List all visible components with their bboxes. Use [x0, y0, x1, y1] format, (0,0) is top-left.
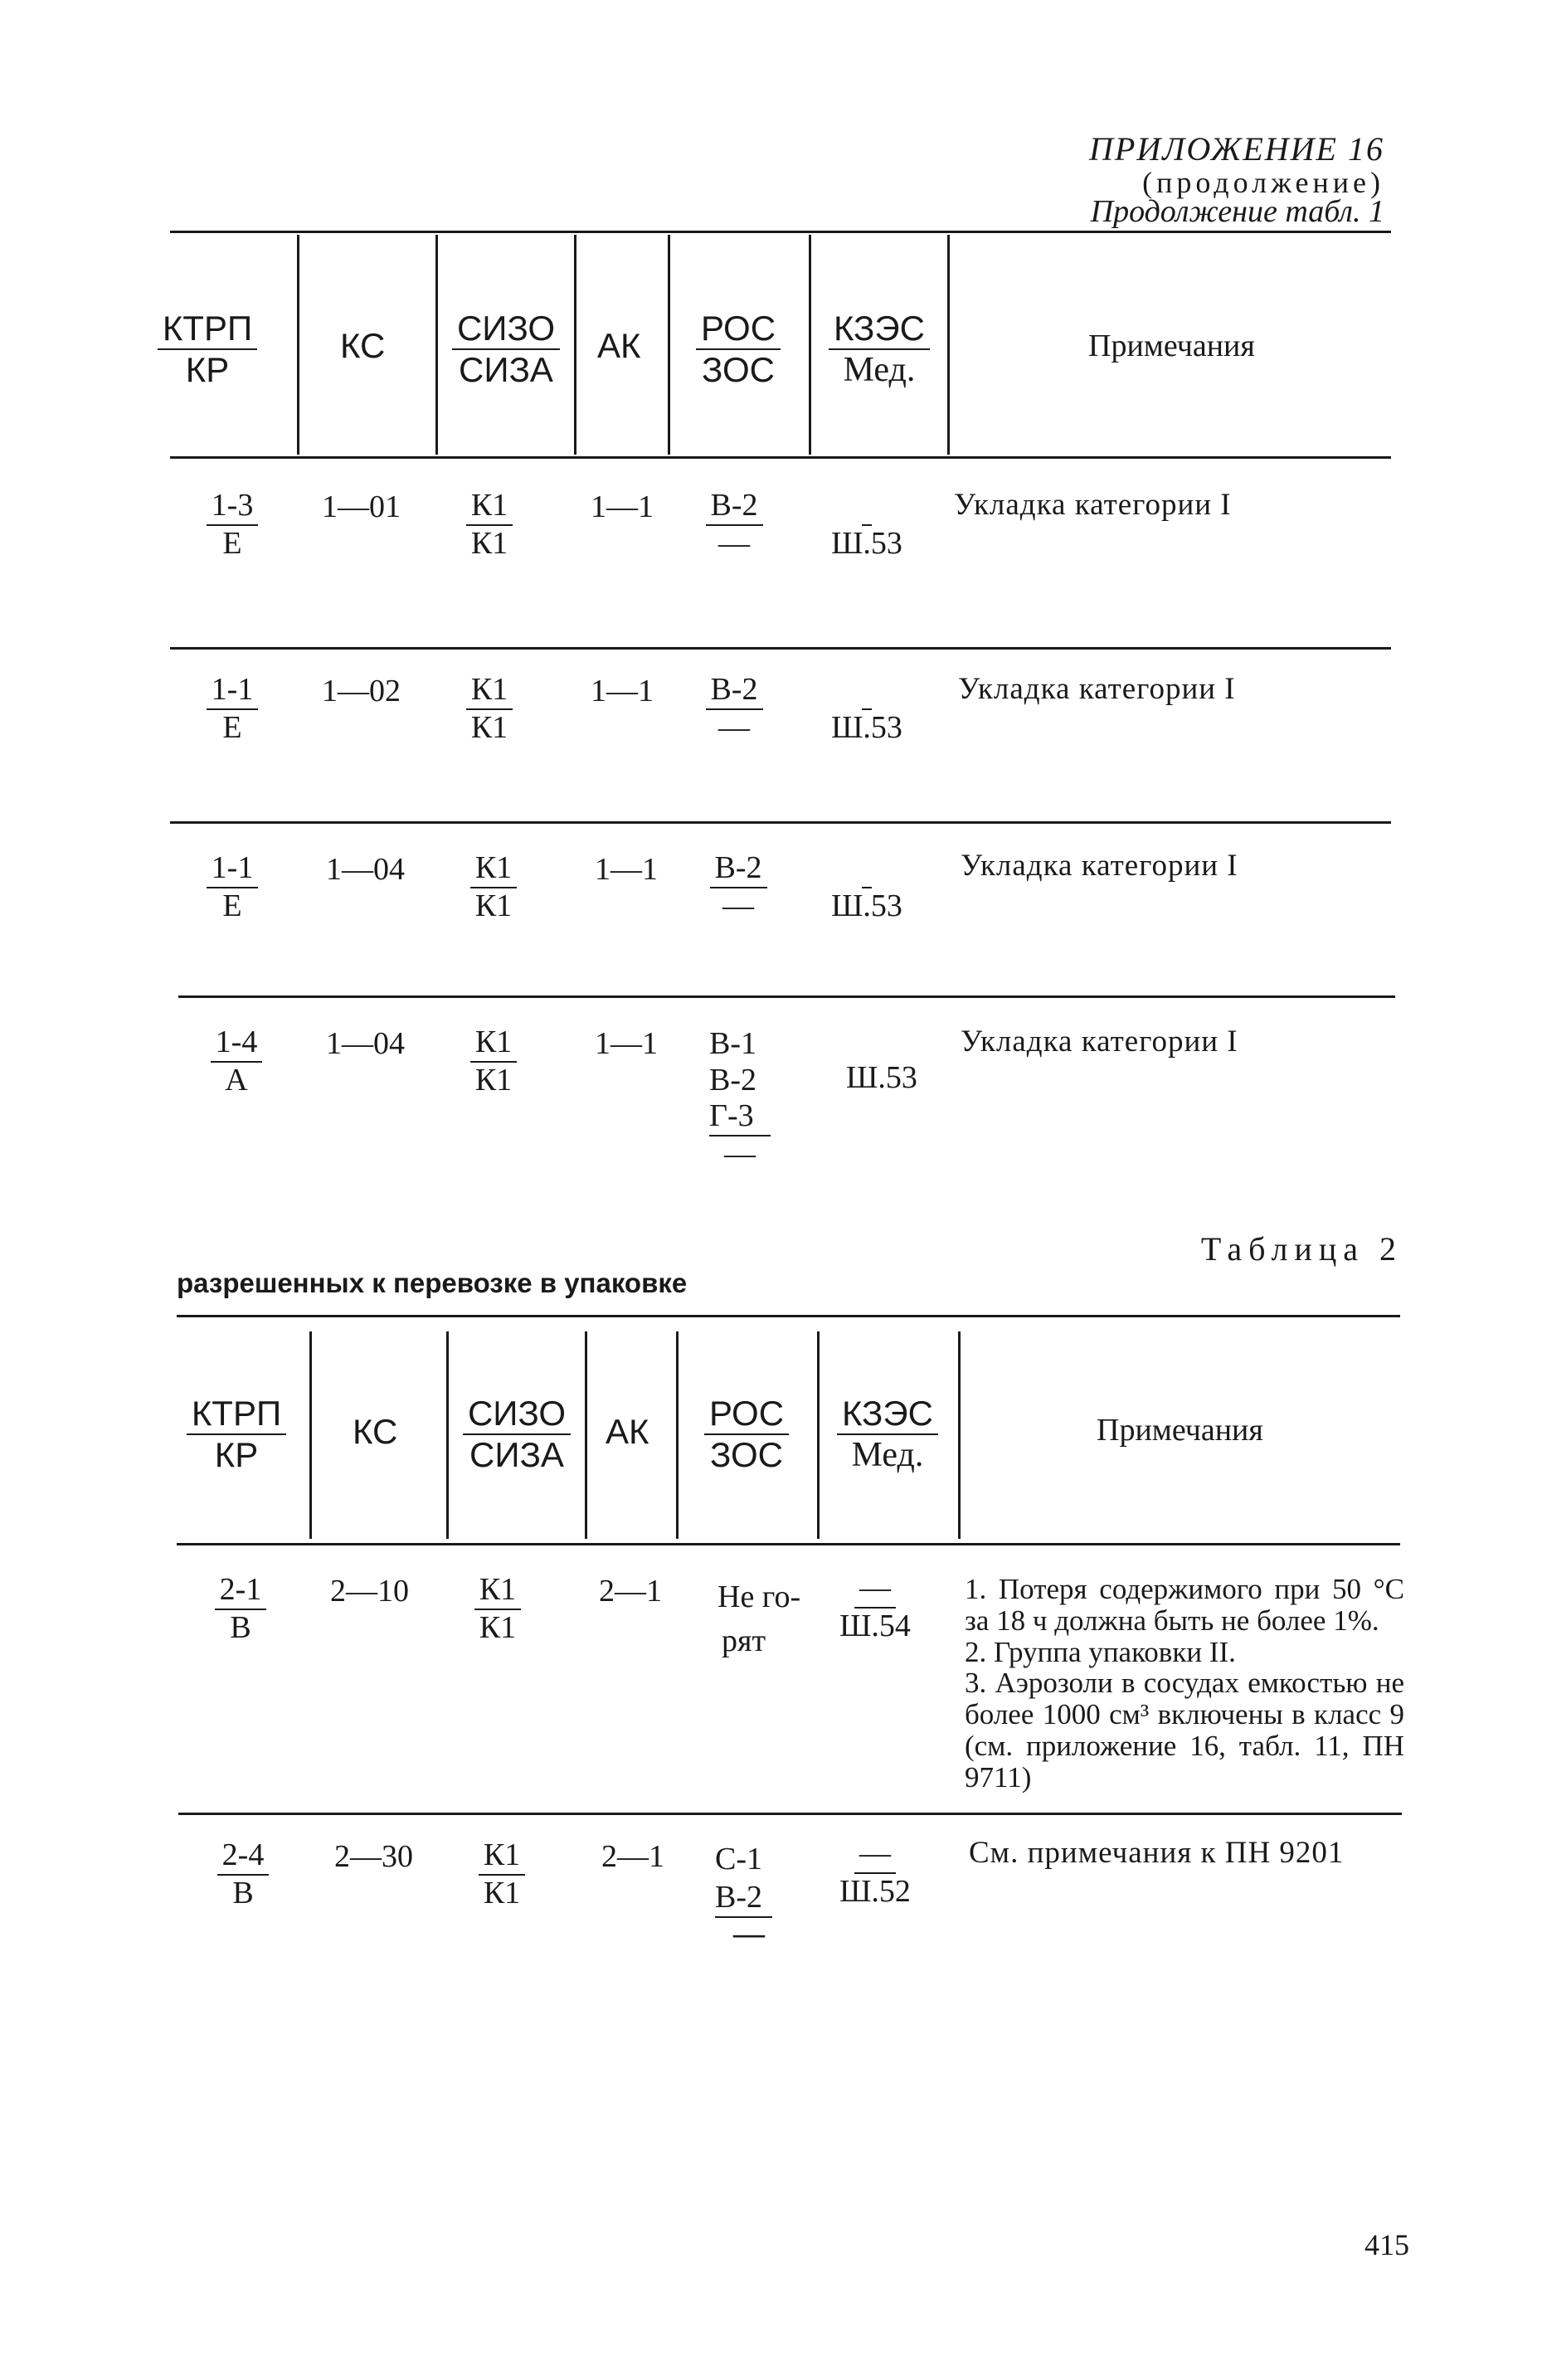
siza-value: К1 — [479, 1609, 517, 1645]
ros-value: В-2 — [715, 1879, 772, 1919]
kzes-value: Ш.53 — [846, 1060, 917, 1095]
ktrp-value: 2-4 — [217, 1837, 270, 1876]
ak-value: 1—1 — [595, 1026, 658, 1061]
kzes-value — [862, 850, 872, 888]
table2-col-divider — [585, 1331, 587, 1539]
header-kzes: КЗЭС — [829, 309, 930, 350]
note-item: 1. Потеря содержимого при 50 °С за 18 ч должна быть не более 1%. — [965, 1573, 1404, 1637]
sizo-value: К1 — [466, 488, 513, 526]
table1-row2-kzes-med — [825, 672, 908, 747]
table1-col-divider — [574, 235, 576, 455]
table2-col-divider — [817, 1331, 820, 1539]
ks-value: 2—30 — [334, 1839, 413, 1874]
sizo-value: К1 — [470, 1025, 517, 1063]
note-value: Укладка категории I — [958, 672, 1236, 706]
table1-header-kzes-med — [813, 309, 946, 391]
table2-col-divider — [309, 1331, 312, 1539]
siza-value: К1 — [474, 888, 513, 923]
table1-col-divider — [297, 235, 299, 455]
ros-value: В-2 — [710, 850, 767, 888]
table2-header-sizo-siza — [450, 1394, 583, 1476]
header-kr: КР — [214, 1435, 259, 1475]
table1-header-sizo-siza — [440, 309, 572, 391]
table1-row-rule — [170, 821, 1391, 824]
note-item: 3. Аэрозоли в сосудах емкостью не более 1000 см³ включены в класс 9 (см. приложение 16, табл. 11, ПН 9711) — [965, 1667, 1404, 1794]
table1-row4-sizo-siza — [465, 1025, 523, 1098]
table1-row3-sizo-siza — [465, 850, 523, 924]
ros-value: рят — [722, 1623, 766, 1659]
siza-value: К1 — [470, 709, 508, 745]
table2-row1-kzes-med — [829, 1570, 921, 1644]
table1-header-ktrp-kr — [162, 309, 253, 391]
kr-value: В — [232, 1875, 254, 1910]
med-value: Ш.52 — [839, 1873, 911, 1909]
zos-value: — — [733, 1916, 765, 1952]
table2-header-notes: Примечания — [1097, 1413, 1263, 1448]
table1-row4-ros-zos — [709, 1026, 800, 1173]
table2-row2-kzes-med — [829, 1836, 921, 1910]
ros-value: В-2 — [706, 488, 763, 526]
table2-row2-ktrp-kr — [214, 1837, 272, 1911]
table1-row3-ktrp-kr — [203, 850, 261, 924]
table2-header-bottom-rule — [177, 1543, 1400, 1545]
note-value: См. примечания к ПН 9201 — [969, 1836, 1345, 1870]
note-item: 2. Группа упаковки II. — [965, 1635, 1236, 1668]
table1-row1-ros-zos — [697, 488, 771, 562]
table1-row2-ros-zos — [697, 672, 771, 746]
table1-col-divider — [947, 235, 950, 455]
kzes-value: — — [854, 1570, 896, 1609]
zos-value: — — [722, 888, 754, 923]
table2-header-kzes-med — [821, 1394, 954, 1476]
med-value: Ш.54 — [839, 1608, 911, 1643]
siza-value: К1 — [474, 1062, 513, 1098]
header-ktrp: КТРП — [187, 1394, 286, 1435]
ak-value: 2—1 — [601, 1839, 664, 1874]
ks-value: 1—01 — [322, 489, 401, 524]
note-value: Укладка категории I — [961, 1025, 1238, 1059]
table1-row-rule — [170, 647, 1391, 650]
table1-row2-ktrp-kr — [203, 672, 261, 746]
table2-label: Таблица 2 — [1200, 1230, 1403, 1268]
table2-header-ak: АК — [606, 1412, 649, 1451]
kzes-value: — — [854, 1836, 896, 1874]
ros-value: В-1 — [709, 1026, 756, 1061]
ks-value: 1—04 — [326, 852, 405, 887]
sizo-value: К1 — [474, 1572, 521, 1610]
med-value: Ш.53 — [831, 888, 902, 923]
table2-row1-sizo-siza — [469, 1572, 527, 1646]
ktrp-value: 1-3 — [207, 488, 259, 526]
table2-col-divider — [958, 1331, 961, 1539]
header-kr: КР — [185, 350, 230, 390]
table1-row2-sizo-siza — [460, 672, 518, 746]
header-ktrp: КТРП — [158, 309, 257, 350]
table2-col-divider — [446, 1331, 449, 1539]
table1-header-bottom-rule — [170, 456, 1391, 459]
header-med: Мед. — [843, 351, 916, 390]
table1-header-notes: Примечания — [1088, 329, 1255, 363]
ktrp-value: 1-1 — [207, 850, 259, 888]
table1-header-ks: КС — [340, 326, 386, 365]
kr-value: А — [225, 1062, 248, 1098]
ak-value: 2—1 — [599, 1574, 662, 1609]
page-number: 415 — [1364, 2228, 1409, 2261]
zos-value: — — [718, 709, 750, 745]
table1-col-divider — [668, 235, 670, 455]
header-zos: ЗОС — [710, 1435, 783, 1475]
table2-row1-ktrp-kr — [212, 1572, 270, 1646]
table1-row3-kzes-med — [825, 850, 908, 925]
header-siza: СИЗА — [469, 1435, 564, 1475]
siza-value: К1 — [470, 525, 508, 561]
table1-col-divider — [809, 235, 811, 455]
header-zos: ЗОС — [702, 350, 775, 390]
continuation-label: (продолжение) — [1142, 166, 1384, 199]
ros-value: В-2 — [709, 1062, 756, 1098]
ktrp-value: 1-4 — [211, 1025, 263, 1063]
table1-row3-ros-zos — [701, 850, 776, 924]
table2-caption: разрешенных к перевозке в упаковке — [177, 1268, 688, 1298]
sizo-value: К1 — [466, 672, 513, 710]
ak-value: 1—1 — [591, 674, 654, 708]
ros-value: Г-3 — [709, 1098, 771, 1136]
table1-row1-sizo-siza — [460, 488, 518, 562]
table2-row-rule — [178, 1813, 1402, 1815]
ak-value: 1—1 — [591, 489, 654, 524]
ks-value: 1—04 — [326, 1026, 405, 1061]
header-ros: РОС — [704, 1394, 789, 1435]
med-value: Ш.53 — [831, 526, 902, 561]
table2-row2-ros-zos — [715, 1841, 806, 1952]
table2-top-rule — [177, 1315, 1400, 1317]
header-siza: СИЗА — [459, 350, 553, 390]
table1-col-divider — [435, 235, 438, 455]
table2-header-ros-zos — [680, 1394, 813, 1476]
appendix-title: ПРИЛОЖЕНИЕ 16 — [1089, 130, 1384, 168]
table1-header-ak: АК — [597, 326, 641, 365]
kr-value: В — [230, 1609, 251, 1645]
table1-row1-kzes-med — [825, 488, 908, 562]
table1-row-rule — [178, 995, 1395, 998]
kr-value: Е — [222, 709, 242, 745]
table2-row2-sizo-siza — [473, 1837, 531, 1911]
table2-col-divider — [676, 1331, 679, 1539]
kr-value: Е — [222, 525, 242, 561]
ks-value: 2—10 — [330, 1574, 409, 1609]
header-med: Мед. — [851, 1436, 924, 1475]
ros-value: С-1 — [715, 1842, 762, 1876]
siza-value: К1 — [483, 1875, 521, 1910]
kzes-value — [862, 672, 872, 710]
table2-header-ktrp-kr — [178, 1394, 294, 1476]
note-value: Укладка категории I — [961, 849, 1238, 883]
table2-header-ks: КС — [353, 1412, 398, 1451]
ktrp-value: 2-1 — [215, 1572, 267, 1610]
table1-row1-ktrp-kr — [203, 488, 261, 562]
ak-value: 1—1 — [595, 852, 658, 887]
sizo-value: К1 — [470, 850, 517, 888]
table2-row1-ros — [717, 1575, 800, 1663]
table2-row1-notes — [965, 1574, 1404, 1794]
sizo-value: К1 — [479, 1837, 525, 1876]
med-value: Ш.53 — [831, 710, 902, 745]
note-value: Укладка категории I — [954, 488, 1232, 522]
table1-top-rule — [170, 231, 1391, 233]
ros-value: В-2 — [706, 672, 763, 710]
kr-value: Е — [222, 888, 242, 923]
table-continuation-label: Продолжение табл. 1 — [1090, 194, 1384, 229]
header-sizo: СИЗО — [452, 309, 560, 350]
table1-header-ros-zos — [672, 309, 805, 391]
header-kzes: КЗЭС — [837, 1394, 938, 1435]
ros-value: Не го- — [717, 1579, 801, 1614]
kzes-value — [862, 488, 872, 526]
header-sizo: СИЗО — [463, 1394, 571, 1435]
ktrp-value: 1-1 — [207, 672, 259, 710]
zos-value: — — [724, 1136, 756, 1172]
header-ros: РОС — [696, 309, 781, 350]
zos-value: — — [718, 525, 750, 561]
ks-value: 1—02 — [322, 674, 401, 708]
table1-row4-ktrp-kr — [207, 1025, 265, 1098]
